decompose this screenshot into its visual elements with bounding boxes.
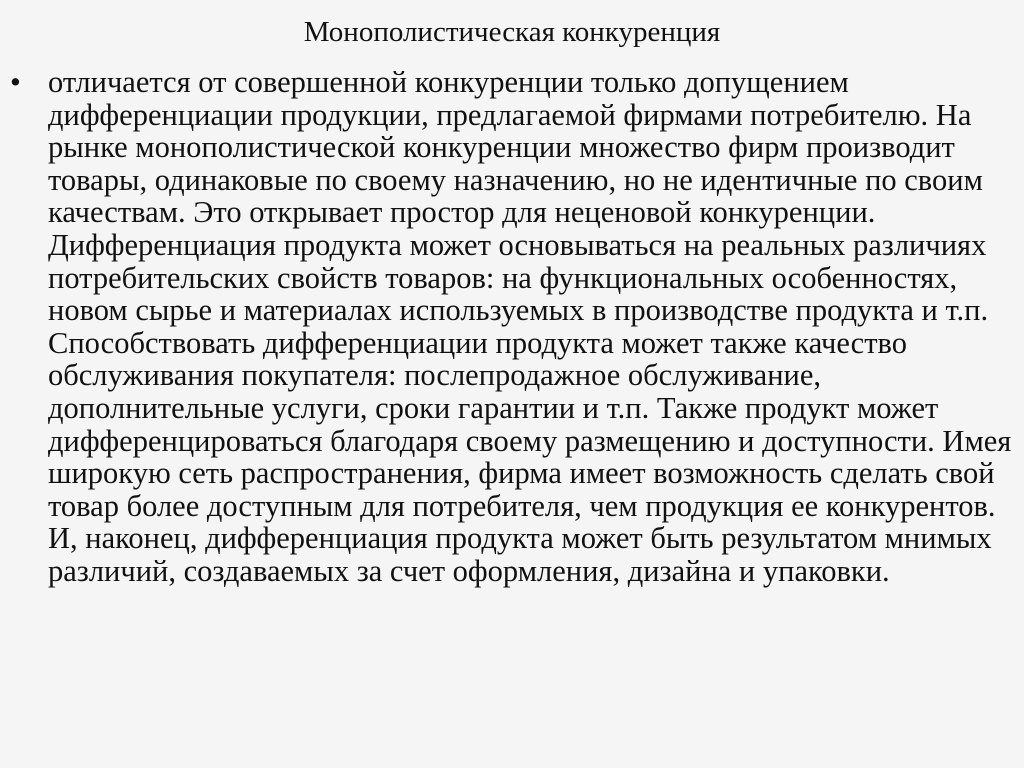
bullet-marker: • bbox=[10, 64, 21, 99]
slide-title: Монополистическая конкуренция bbox=[303, 16, 721, 48]
bullet-item bbox=[10, 66, 1014, 588]
bullet-list bbox=[10, 66, 1014, 588]
bullet-text: отличается от совершенной конкуренции только допущением дифференциации продукции, предлагаемой фирмами потребителю. На рынке монополистической конкуренции множество фирм производит товары, одинаковые по своему назначению, но не идентичные по своим качествам. Это открывает простор для неценовой конкуренции. Дифференциация продукта может основываться на реальных различиях потребительских свойств товаров: на функциональных особенностях, новом сырье и материалах используемых в производстве продукта и т.п. Способствовать дифференциации продукта может также качество обслуживания покупателя: послепродажное обслуживание, дополнительные услуги, сроки гарантии и т.п. Также продукт может дифференцироваться благодаря своему размещению и доступности. Имея широкую сеть распространения, фирма имеет возможность сделать свой товар более доступным для потребителя, чем продукция ее конкурентов. И, наконец, дифференциация продукта может быть результатом мнимых различий, создаваемых за счет оформления, дизайна и упаковки. bbox=[48, 65, 1012, 588]
